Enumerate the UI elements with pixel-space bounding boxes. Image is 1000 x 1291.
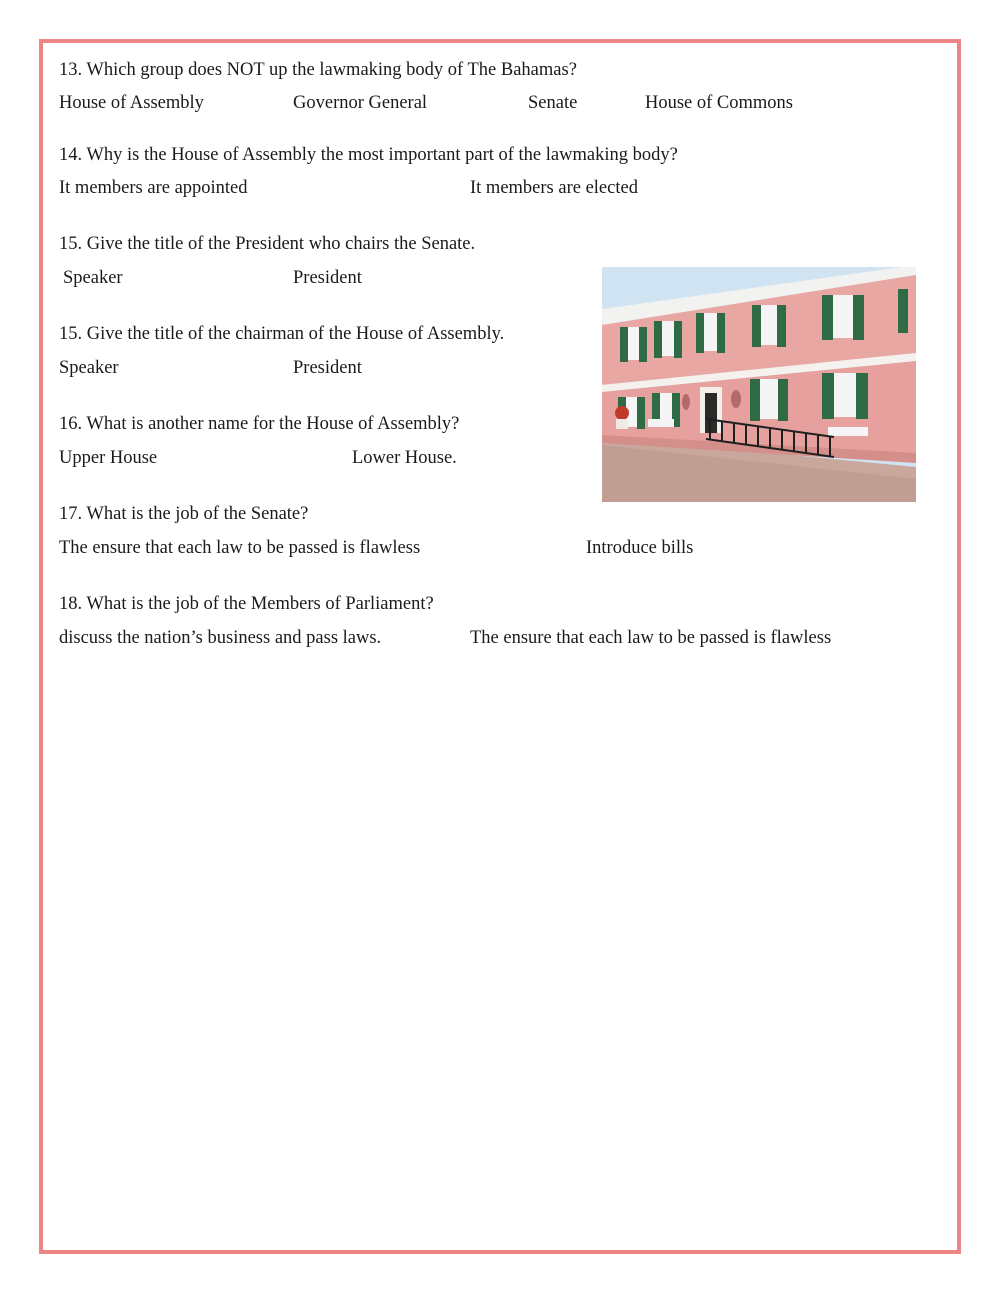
q13-option-governor-general[interactable]: Governor General bbox=[293, 93, 428, 113]
q13-option-house-of-assembly[interactable]: House of Assembly bbox=[59, 93, 204, 113]
question-13: 13. Which group does NOT up the lawmaking body of The Bahamas? bbox=[59, 60, 577, 80]
q15a-option-speaker[interactable]: Speaker bbox=[63, 268, 123, 288]
q15a-option-president[interactable]: President bbox=[293, 268, 362, 288]
q15b-option-speaker[interactable]: Speaker bbox=[59, 358, 119, 378]
question-17: 17. What is the job of the Senate? bbox=[59, 504, 309, 524]
q16-option-upper-house[interactable]: Upper House bbox=[59, 448, 158, 468]
question-15-assembly: 15. Give the title of the chairman of the House of Assembly. bbox=[59, 324, 505, 344]
q18-option-discuss-business[interactable]: discuss the nation’s business and pass laws. bbox=[59, 628, 382, 648]
question-15-senate: 15. Give the title of the President who chairs the Senate. bbox=[59, 234, 476, 254]
q17-option-ensure-flawless[interactable]: The ensure that each law to be passed is flawless bbox=[59, 538, 421, 558]
q14-option-elected[interactable]: It members are elected bbox=[470, 178, 638, 198]
q13-option-senate[interactable]: Senate bbox=[528, 93, 578, 113]
q13-option-house-of-commons[interactable]: House of Commons bbox=[645, 93, 793, 113]
q18-option-ensure-flawless[interactable]: The ensure that each law to be passed is flawless bbox=[470, 628, 832, 648]
q14-option-appointed[interactable]: It members are appointed bbox=[59, 178, 248, 198]
q16-option-lower-house[interactable]: Lower House. bbox=[352, 448, 457, 468]
q15b-option-president[interactable]: President bbox=[293, 358, 362, 378]
question-14: 14. Why is the House of Assembly the most important part of the lawmaking body? bbox=[59, 145, 678, 165]
question-16: 16. What is another name for the House of Assembly? bbox=[59, 414, 460, 434]
question-18: 18. What is the job of the Members of Parliament? bbox=[59, 594, 434, 614]
q17-option-introduce-bills[interactable]: Introduce bills bbox=[586, 538, 694, 558]
parliament-building-photo bbox=[602, 267, 916, 502]
